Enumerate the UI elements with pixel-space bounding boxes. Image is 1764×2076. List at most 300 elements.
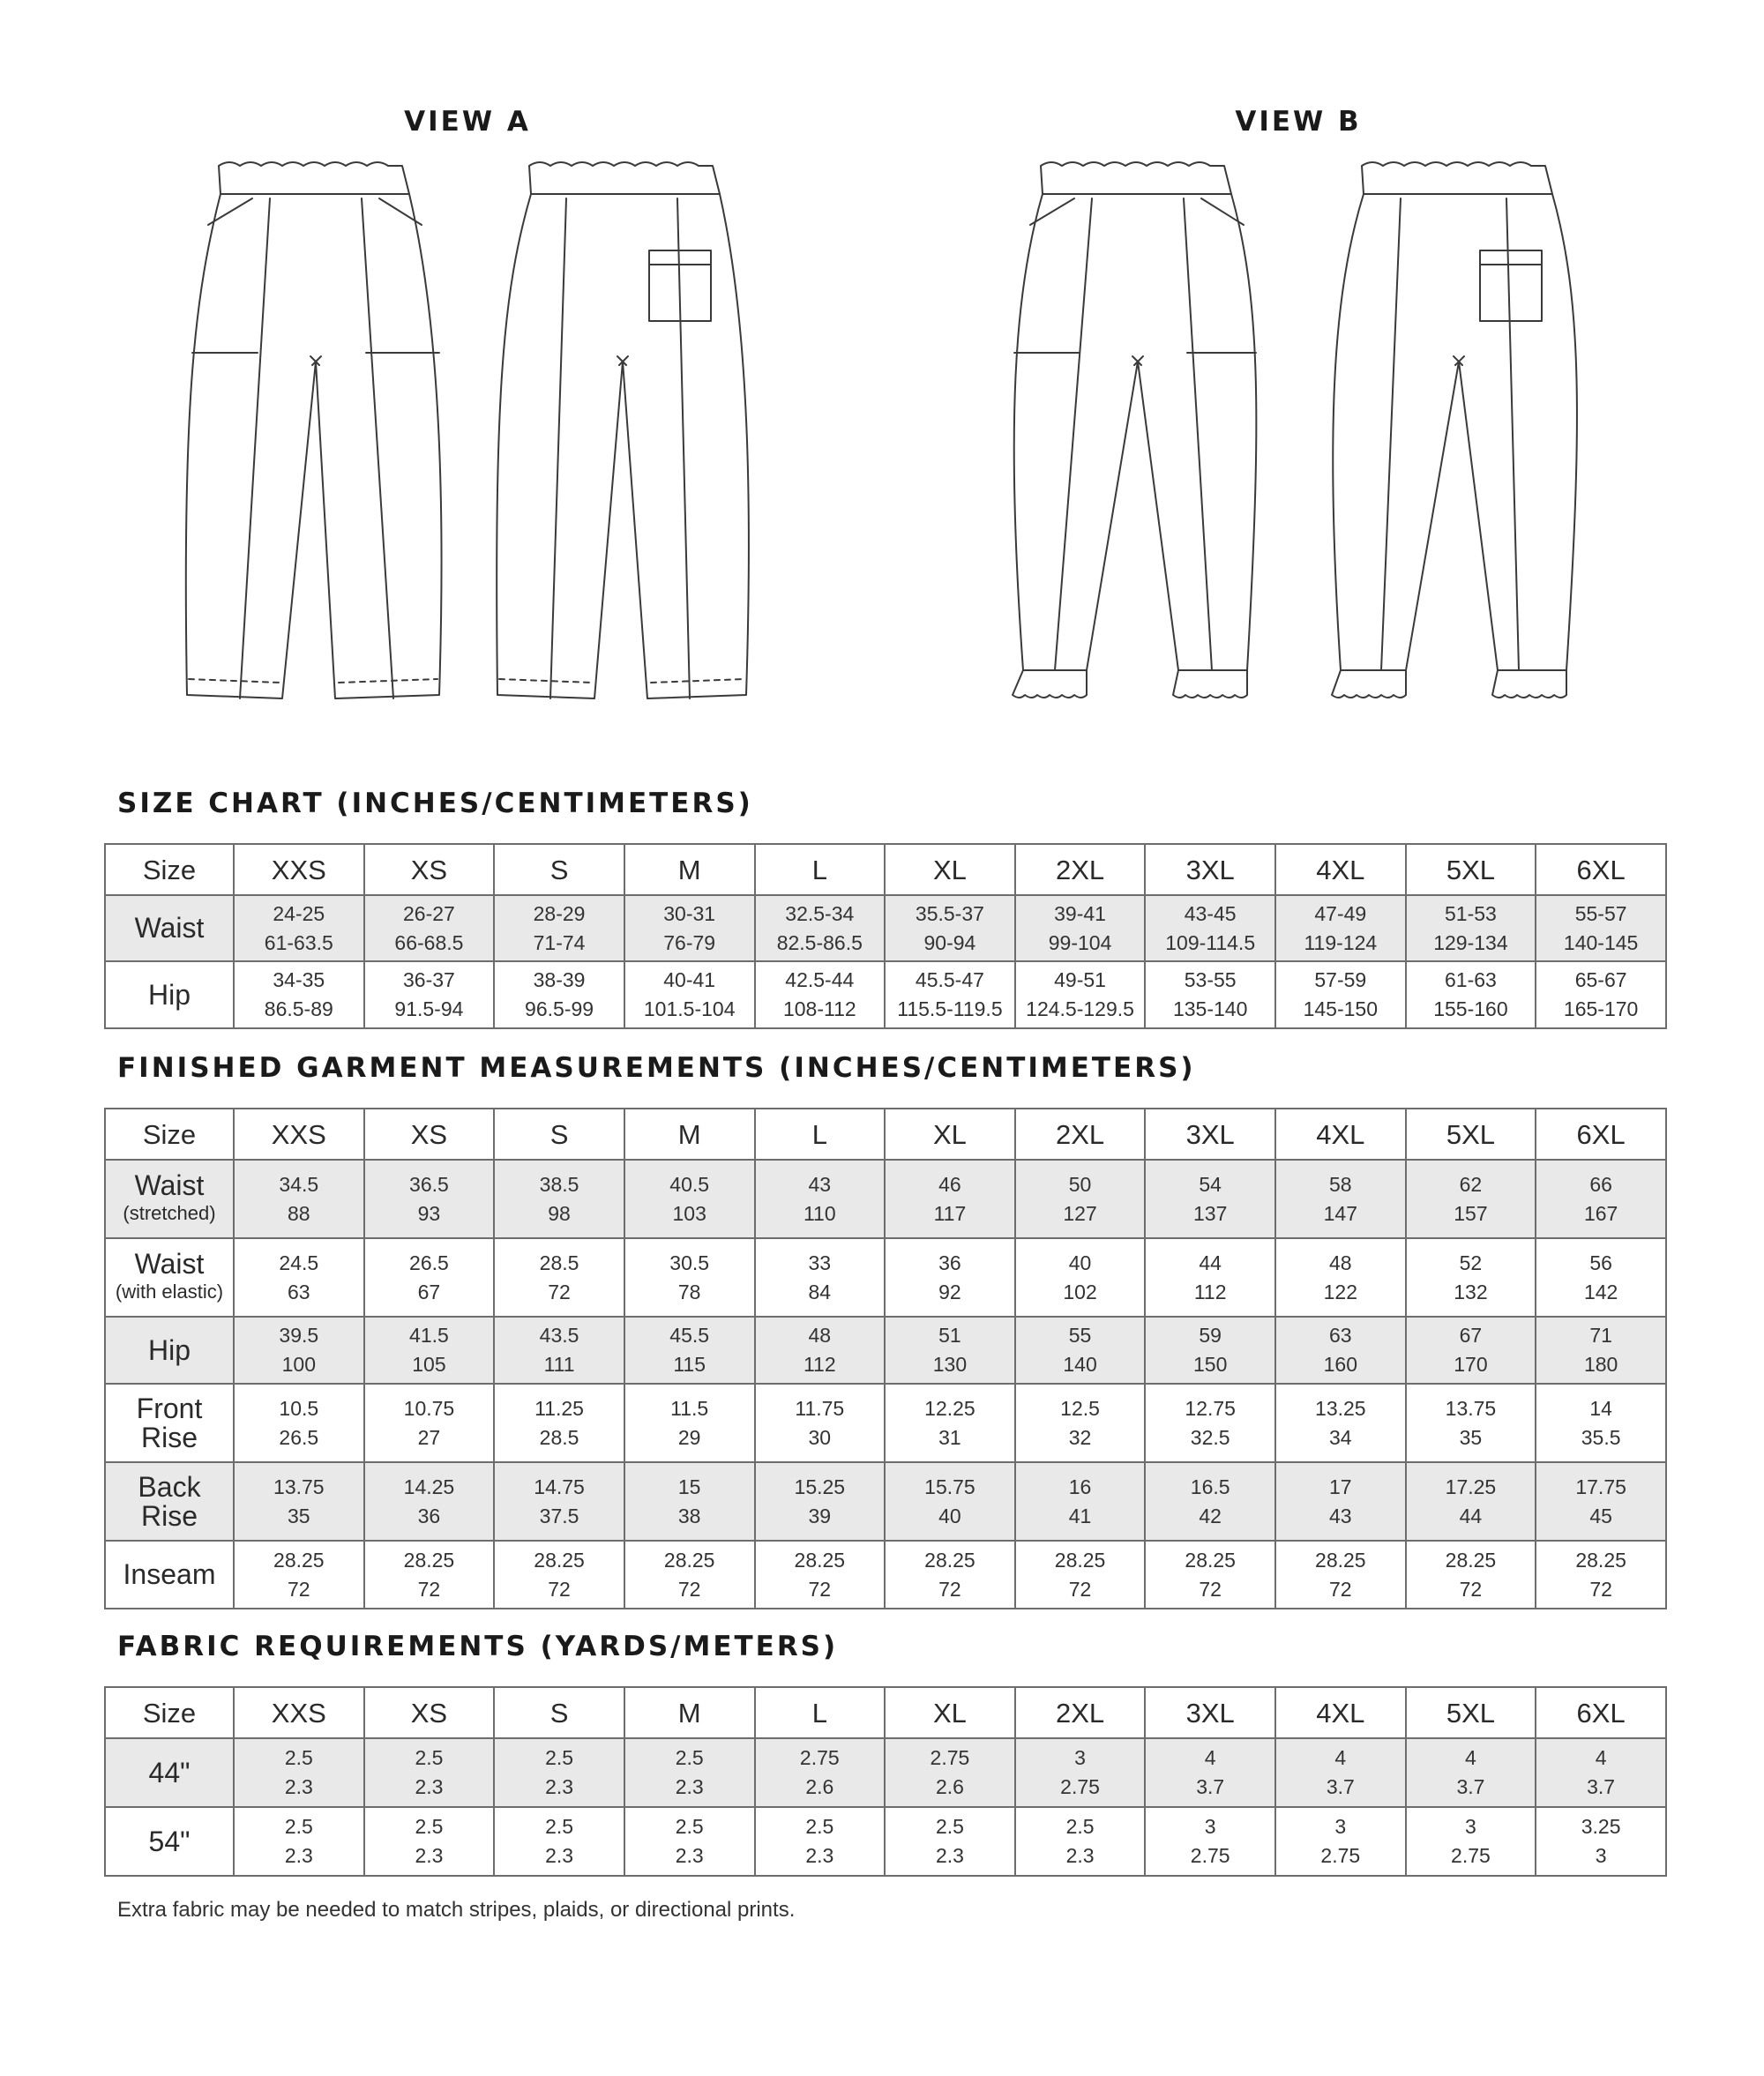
imperial-value: 57-59 bbox=[1314, 968, 1367, 991]
metric-value: 30 bbox=[808, 1425, 832, 1449]
metric-value: 28.5 bbox=[539, 1425, 579, 1449]
metric-value: 108-112 bbox=[782, 997, 856, 1020]
imperial-value: 17.25 bbox=[1445, 1475, 1497, 1498]
imperial-value: 50 bbox=[1068, 1172, 1092, 1196]
metric-value: 100 bbox=[281, 1353, 316, 1376]
size-3xl: 3XL bbox=[1145, 1687, 1275, 1738]
value-cell bbox=[1015, 1238, 1146, 1317]
imperial-value: 14.25 bbox=[403, 1475, 455, 1498]
metric-value: 35 bbox=[1459, 1425, 1483, 1449]
value-cell bbox=[1536, 1160, 1666, 1238]
metric-value: 72 bbox=[938, 1577, 961, 1601]
value-cell bbox=[1015, 1384, 1146, 1462]
size-2xl: 2XL bbox=[1015, 844, 1146, 895]
metric-value: 76-79 bbox=[663, 930, 716, 954]
imperial-value: 28.25 bbox=[663, 1548, 715, 1572]
value-cell bbox=[234, 1807, 364, 1876]
metric-value: 42 bbox=[1199, 1504, 1222, 1527]
value-cell bbox=[234, 1160, 364, 1238]
value-cell bbox=[494, 1317, 624, 1384]
imperial-value: 71 bbox=[1589, 1324, 1612, 1347]
metric-value: 140 bbox=[1063, 1353, 1097, 1376]
value-cell bbox=[1145, 1317, 1275, 1384]
imperial-value: 47-49 bbox=[1314, 901, 1367, 925]
imperial-value: 61-63 bbox=[1445, 968, 1497, 991]
metric-value: 2.3 bbox=[545, 1844, 574, 1867]
size-l: L bbox=[755, 1687, 886, 1738]
metric-value: 96.5-99 bbox=[525, 997, 594, 1020]
value-cell bbox=[885, 1807, 1015, 1876]
value-cell bbox=[234, 961, 364, 1028]
metric-value: 145-150 bbox=[1303, 997, 1379, 1020]
metric-value: 86.5-89 bbox=[264, 997, 333, 1020]
imperial-value: 35.5-37 bbox=[915, 901, 984, 925]
value-cell bbox=[364, 1807, 495, 1876]
imperial-value: 48 bbox=[808, 1324, 832, 1347]
metric-value: 72 bbox=[548, 1280, 571, 1303]
imperial-value: 30.5 bbox=[669, 1251, 710, 1274]
value-cell bbox=[755, 895, 886, 961]
metric-value: 135-140 bbox=[1172, 997, 1248, 1020]
imperial-value: 28.25 bbox=[1315, 1548, 1366, 1572]
size-xl: XL bbox=[885, 1687, 1015, 1738]
metric-value: 99-104 bbox=[1048, 930, 1112, 954]
imperial-value: 65-67 bbox=[1574, 968, 1627, 991]
size-chart-title: SIZE CHART (INCHES/CENTIMETERS) bbox=[117, 788, 753, 819]
size-5xl: 5XL bbox=[1406, 1687, 1536, 1738]
metric-value: 124.5-129.5 bbox=[1026, 997, 1134, 1020]
imperial-value: 39-41 bbox=[1054, 901, 1106, 925]
metric-value: 102 bbox=[1063, 1280, 1097, 1303]
value-cell bbox=[885, 1462, 1015, 1541]
value-cell bbox=[1406, 1317, 1536, 1384]
metric-value: 122 bbox=[1323, 1280, 1357, 1303]
size-xxs: XXS bbox=[234, 1109, 364, 1160]
metric-value: 72 bbox=[548, 1577, 571, 1601]
value-cell bbox=[494, 1462, 624, 1541]
imperial-value: 43-45 bbox=[1184, 901, 1237, 925]
imperial-value: 26-27 bbox=[403, 901, 455, 925]
value-cell bbox=[1275, 1238, 1406, 1317]
size-m: M bbox=[624, 1687, 755, 1738]
metric-value: 157 bbox=[1454, 1201, 1488, 1225]
value-cell bbox=[494, 1541, 624, 1609]
row-label-text: Waist bbox=[134, 1169, 205, 1201]
imperial-value: 11.75 bbox=[795, 1396, 845, 1420]
imperial-value: 48 bbox=[1329, 1251, 1352, 1274]
imperial-value: 14 bbox=[1589, 1396, 1612, 1420]
metric-value: 71-74 bbox=[533, 930, 586, 954]
metric-value: 66-68.5 bbox=[394, 930, 464, 954]
imperial-value: 24.5 bbox=[279, 1251, 319, 1274]
pants-front-cropped-icon bbox=[186, 162, 442, 698]
value-cell bbox=[1275, 1738, 1406, 1807]
value-cell bbox=[364, 1317, 495, 1384]
row-label bbox=[105, 1238, 234, 1317]
value-cell bbox=[234, 1317, 364, 1384]
row-label-text: Hip bbox=[147, 1333, 191, 1366]
value-cell bbox=[494, 961, 624, 1028]
imperial-value: 55 bbox=[1068, 1324, 1092, 1347]
size-l: L bbox=[755, 1109, 886, 1160]
metric-value: 110 bbox=[803, 1201, 836, 1225]
imperial-value: 34-35 bbox=[273, 968, 325, 991]
imperial-value: 28.25 bbox=[1185, 1548, 1236, 1572]
imperial-value: 4 bbox=[1334, 1746, 1347, 1769]
row-label-text: Hip bbox=[147, 978, 191, 1011]
value-cell bbox=[364, 1384, 495, 1462]
imperial-value: 4 bbox=[1465, 1746, 1476, 1769]
value-cell bbox=[364, 1238, 495, 1317]
row-label-text-2: Rise bbox=[140, 1499, 198, 1532]
imperial-value: 2.5 bbox=[284, 1815, 313, 1838]
size-s: S bbox=[494, 1687, 624, 1738]
imperial-value: 2.5 bbox=[415, 1746, 444, 1769]
imperial-value: 16.5 bbox=[1190, 1475, 1230, 1498]
value-cell bbox=[1015, 1462, 1146, 1541]
value-cell bbox=[364, 961, 495, 1028]
metric-value: 90-94 bbox=[923, 930, 976, 954]
view-b-title: VIEW B bbox=[1235, 106, 1362, 138]
metric-value: 39 bbox=[808, 1504, 832, 1527]
row-label-text: Waist bbox=[134, 912, 205, 944]
metric-value: 111 bbox=[543, 1353, 575, 1376]
table-row bbox=[105, 895, 1666, 961]
imperial-value: 40 bbox=[1068, 1251, 1092, 1274]
imperial-value: 45.5-47 bbox=[915, 968, 984, 991]
size-3xl: 3XL bbox=[1145, 844, 1275, 895]
value-cell bbox=[1536, 1807, 1666, 1876]
value-cell bbox=[1275, 1384, 1406, 1462]
size-header-row bbox=[105, 1687, 1666, 1738]
view-a-title: VIEW A bbox=[404, 106, 531, 138]
value-cell bbox=[1536, 1238, 1666, 1317]
imperial-value: 28.25 bbox=[1054, 1548, 1106, 1572]
imperial-value: 15.25 bbox=[794, 1475, 846, 1498]
value-cell bbox=[1015, 1738, 1146, 1807]
row-label-text: Inseam bbox=[123, 1558, 216, 1590]
metric-value: 72 bbox=[1329, 1577, 1352, 1601]
value-cell bbox=[624, 1807, 755, 1876]
metric-value: 88 bbox=[288, 1201, 310, 1225]
metric-value: 82.5-86.5 bbox=[776, 930, 863, 954]
value-cell bbox=[624, 1384, 755, 1462]
row-label-text: Back bbox=[138, 1470, 201, 1503]
footnote: Extra fabric may be needed to match stripes, plaids, or directional prints. bbox=[117, 1898, 796, 1922]
metric-value: 115.5-119.5 bbox=[897, 997, 1003, 1020]
imperial-value: 15 bbox=[677, 1475, 701, 1498]
metric-value: 72 bbox=[1068, 1577, 1092, 1601]
table-row bbox=[105, 1462, 1666, 1541]
metric-value: 2.3 bbox=[415, 1775, 444, 1798]
imperial-value: 12.25 bbox=[924, 1396, 975, 1420]
value-cell bbox=[494, 1384, 624, 1462]
imperial-value: 28.25 bbox=[273, 1548, 325, 1572]
value-cell bbox=[364, 1160, 495, 1238]
pants-back-pocket-icon bbox=[497, 162, 749, 698]
row-label-text-2: Rise bbox=[140, 1421, 198, 1453]
value-cell bbox=[1275, 1317, 1406, 1384]
value-cell bbox=[885, 1384, 1015, 1462]
size-xxs: XXS bbox=[234, 1687, 364, 1738]
imperial-value: 45.5 bbox=[669, 1324, 710, 1347]
imperial-value: 14.75 bbox=[534, 1475, 585, 1498]
imperial-value: 12.75 bbox=[1185, 1396, 1236, 1420]
imperial-value: 36 bbox=[938, 1251, 961, 1274]
metric-value: 2.75 bbox=[1060, 1775, 1100, 1798]
imperial-value: 58 bbox=[1329, 1172, 1352, 1196]
metric-value: 84 bbox=[808, 1280, 832, 1303]
value-cell bbox=[885, 895, 1015, 961]
imperial-value: 33 bbox=[808, 1251, 832, 1274]
value-cell bbox=[234, 1738, 364, 1807]
row-label bbox=[105, 1807, 234, 1876]
imperial-value: 59 bbox=[1199, 1324, 1222, 1347]
imperial-value: 44 bbox=[1199, 1251, 1222, 1274]
metric-value: 44 bbox=[1459, 1504, 1483, 1527]
metric-value: 43 bbox=[1329, 1504, 1352, 1527]
metric-value: 109-114.5 bbox=[1165, 930, 1256, 954]
row-label-text: 54" bbox=[148, 1825, 191, 1857]
value-cell bbox=[885, 1160, 1015, 1238]
metric-value: 35 bbox=[288, 1504, 310, 1527]
metric-value: 105 bbox=[412, 1353, 446, 1376]
metric-value: 2.3 bbox=[545, 1775, 574, 1798]
imperial-value: 2.5 bbox=[935, 1815, 964, 1838]
pants-front-ruffle-cuff-icon bbox=[1013, 162, 1256, 698]
imperial-value: 2.5 bbox=[1065, 1815, 1095, 1838]
metric-value: 140-145 bbox=[1563, 930, 1639, 954]
imperial-value: 28-29 bbox=[533, 901, 586, 925]
imperial-value: 28.25 bbox=[1445, 1548, 1497, 1572]
metric-value: 2.3 bbox=[805, 1844, 834, 1867]
metric-value: 147 bbox=[1323, 1201, 1357, 1225]
imperial-value: 53-55 bbox=[1184, 968, 1237, 991]
value-cell bbox=[1536, 961, 1666, 1028]
row-label-text: 44" bbox=[148, 1756, 191, 1788]
row-label bbox=[105, 1541, 234, 1609]
value-cell bbox=[755, 1541, 886, 1609]
value-cell bbox=[1275, 1160, 1406, 1238]
row-label bbox=[105, 1317, 234, 1384]
pants-back-ruffle-cuff-icon bbox=[1332, 162, 1577, 698]
row-label bbox=[105, 1738, 234, 1807]
value-cell bbox=[1536, 895, 1666, 961]
metric-value: 2.3 bbox=[415, 1844, 444, 1867]
value-cell bbox=[755, 1160, 886, 1238]
metric-value: 3.7 bbox=[1456, 1775, 1485, 1798]
metric-value: 91.5-94 bbox=[394, 997, 464, 1020]
metric-value: 2.75 bbox=[1451, 1844, 1491, 1867]
imperial-value: 46 bbox=[938, 1172, 961, 1196]
value-cell bbox=[494, 1160, 624, 1238]
imperial-value: 66 bbox=[1589, 1172, 1612, 1196]
metric-value: 127 bbox=[1063, 1201, 1097, 1225]
metric-value: 2.3 bbox=[675, 1775, 704, 1798]
metric-value: 2.75 bbox=[1320, 1844, 1361, 1867]
value-cell bbox=[1275, 1541, 1406, 1609]
imperial-value: 24-25 bbox=[273, 901, 325, 925]
metric-value: 101.5-104 bbox=[643, 997, 736, 1020]
imperial-value: 3 bbox=[1204, 1815, 1216, 1838]
row-label bbox=[105, 895, 234, 961]
metric-value: 129-134 bbox=[1433, 930, 1508, 954]
imperial-value: 49-51 bbox=[1054, 968, 1106, 991]
imperial-value: 17 bbox=[1329, 1475, 1352, 1498]
row-label bbox=[105, 1160, 234, 1238]
value-cell bbox=[1015, 1541, 1146, 1609]
value-cell bbox=[624, 1462, 755, 1541]
metric-value: 40 bbox=[938, 1504, 961, 1527]
metric-value: 115 bbox=[673, 1353, 706, 1376]
metric-value: 34 bbox=[1329, 1425, 1352, 1449]
row-label bbox=[105, 961, 234, 1028]
metric-value: 117 bbox=[933, 1201, 967, 1225]
value-cell bbox=[1406, 1462, 1536, 1541]
value-cell bbox=[1406, 1238, 1536, 1317]
imperial-value: 32.5-34 bbox=[785, 901, 855, 925]
row-label-text: Waist bbox=[134, 1248, 205, 1280]
value-cell bbox=[1406, 1541, 1536, 1609]
fabric-requirements-table bbox=[104, 1686, 1667, 1877]
metric-value: 67 bbox=[417, 1280, 441, 1303]
value-cell bbox=[1275, 961, 1406, 1028]
imperial-value: 36.5 bbox=[409, 1172, 449, 1196]
table-row bbox=[105, 1160, 1666, 1238]
value-cell bbox=[1015, 961, 1146, 1028]
value-cell bbox=[364, 1462, 495, 1541]
metric-value: 93 bbox=[417, 1201, 441, 1225]
value-cell bbox=[1275, 1807, 1406, 1876]
value-cell bbox=[755, 1738, 886, 1807]
metric-value: 26.5 bbox=[279, 1425, 319, 1449]
value-cell bbox=[234, 1541, 364, 1609]
finished-measurements-title: FINISHED GARMENT MEASUREMENTS (INCHES/CENTIMETERS) bbox=[117, 1052, 1196, 1084]
size-6xl: 6XL bbox=[1536, 1687, 1666, 1738]
imperial-value: 54 bbox=[1199, 1172, 1222, 1196]
metric-value: 150 bbox=[1193, 1353, 1228, 1376]
imperial-value: 28.25 bbox=[794, 1548, 846, 1572]
imperial-value: 55-57 bbox=[1574, 901, 1627, 925]
metric-value: 31 bbox=[938, 1425, 961, 1449]
size-s: S bbox=[494, 1109, 624, 1160]
size-3xl: 3XL bbox=[1145, 1109, 1275, 1160]
imperial-value: 26.5 bbox=[409, 1251, 449, 1274]
imperial-value: 51 bbox=[938, 1324, 961, 1347]
metric-value: 160 bbox=[1323, 1353, 1357, 1376]
imperial-value: 10.5 bbox=[279, 1396, 319, 1420]
metric-value: 2.6 bbox=[935, 1775, 964, 1798]
imperial-value: 13.75 bbox=[273, 1475, 325, 1498]
value-cell bbox=[624, 1541, 755, 1609]
imperial-value: 56 bbox=[1589, 1251, 1612, 1274]
value-cell bbox=[624, 1317, 755, 1384]
value-cell bbox=[1145, 1384, 1275, 1462]
metric-value: 2.3 bbox=[675, 1844, 704, 1867]
value-cell bbox=[624, 1738, 755, 1807]
value-cell bbox=[885, 1541, 1015, 1609]
table-row bbox=[105, 961, 1666, 1028]
value-cell bbox=[1406, 961, 1536, 1028]
imperial-value: 30-31 bbox=[663, 901, 716, 925]
metric-value: 29 bbox=[677, 1425, 701, 1449]
size-4xl: 4XL bbox=[1275, 1687, 1406, 1738]
size-m: M bbox=[624, 1109, 755, 1160]
imperial-value: 3 bbox=[1074, 1746, 1086, 1769]
metric-value: 72 bbox=[808, 1577, 832, 1601]
metric-value: 2.3 bbox=[284, 1844, 313, 1867]
imperial-value: 40-41 bbox=[663, 968, 716, 991]
imperial-value: 51-53 bbox=[1445, 901, 1497, 925]
imperial-value: 28.25 bbox=[534, 1548, 585, 1572]
value-cell bbox=[885, 1317, 1015, 1384]
metric-value: 32 bbox=[1068, 1425, 1092, 1449]
value-cell bbox=[755, 1238, 886, 1317]
size-label: Size bbox=[105, 844, 234, 895]
metric-value: 2.3 bbox=[1065, 1844, 1095, 1867]
size-label: Size bbox=[105, 1687, 234, 1738]
table-row bbox=[105, 1807, 1666, 1876]
imperial-value: 41.5 bbox=[409, 1324, 449, 1347]
imperial-value: 43.5 bbox=[539, 1324, 579, 1347]
size-5xl: 5XL bbox=[1406, 1109, 1536, 1160]
value-cell bbox=[1145, 1160, 1275, 1238]
metric-value: 36 bbox=[417, 1504, 441, 1527]
metric-value: 180 bbox=[1583, 1353, 1618, 1376]
imperial-value: 28.25 bbox=[1575, 1548, 1626, 1572]
metric-value: 72 bbox=[1589, 1577, 1612, 1601]
metric-value: 3.7 bbox=[1196, 1775, 1225, 1798]
value-cell bbox=[885, 961, 1015, 1028]
size-chart-table bbox=[104, 843, 1667, 1029]
metric-value: 103 bbox=[672, 1201, 706, 1225]
value-cell bbox=[1145, 1462, 1275, 1541]
imperial-value: 36-37 bbox=[403, 968, 455, 991]
value-cell bbox=[1536, 1384, 1666, 1462]
value-cell bbox=[1145, 961, 1275, 1028]
value-cell bbox=[755, 1384, 886, 1462]
size-6xl: 6XL bbox=[1536, 1109, 1666, 1160]
imperial-value: 2.5 bbox=[675, 1746, 704, 1769]
imperial-value: 2.5 bbox=[284, 1746, 313, 1769]
value-cell bbox=[364, 1541, 495, 1609]
imperial-value: 2.5 bbox=[415, 1815, 444, 1838]
metric-value: 38 bbox=[677, 1504, 701, 1527]
value-cell bbox=[755, 1462, 886, 1541]
metric-value: 98 bbox=[548, 1201, 571, 1225]
value-cell bbox=[1275, 895, 1406, 961]
table-row bbox=[105, 1541, 1666, 1609]
value-cell bbox=[1145, 895, 1275, 961]
row-label bbox=[105, 1384, 234, 1462]
metric-value: 92 bbox=[938, 1280, 961, 1303]
size-xs: XS bbox=[364, 844, 495, 895]
imperial-value: 34.5 bbox=[279, 1172, 319, 1196]
imperial-value: 4 bbox=[1595, 1746, 1607, 1769]
metric-value: 45 bbox=[1589, 1504, 1612, 1527]
imperial-value: 17.75 bbox=[1575, 1475, 1626, 1498]
imperial-value: 12.5 bbox=[1060, 1396, 1100, 1420]
value-cell bbox=[494, 1738, 624, 1807]
metric-value: 119-124 bbox=[1304, 930, 1378, 954]
value-cell bbox=[1536, 1317, 1666, 1384]
value-cell bbox=[1015, 1160, 1146, 1238]
value-cell bbox=[755, 961, 886, 1028]
value-cell bbox=[234, 1462, 364, 1541]
imperial-value: 10.75 bbox=[403, 1396, 455, 1420]
metric-value: 41 bbox=[1068, 1504, 1092, 1527]
imperial-value: 28.25 bbox=[924, 1548, 975, 1572]
